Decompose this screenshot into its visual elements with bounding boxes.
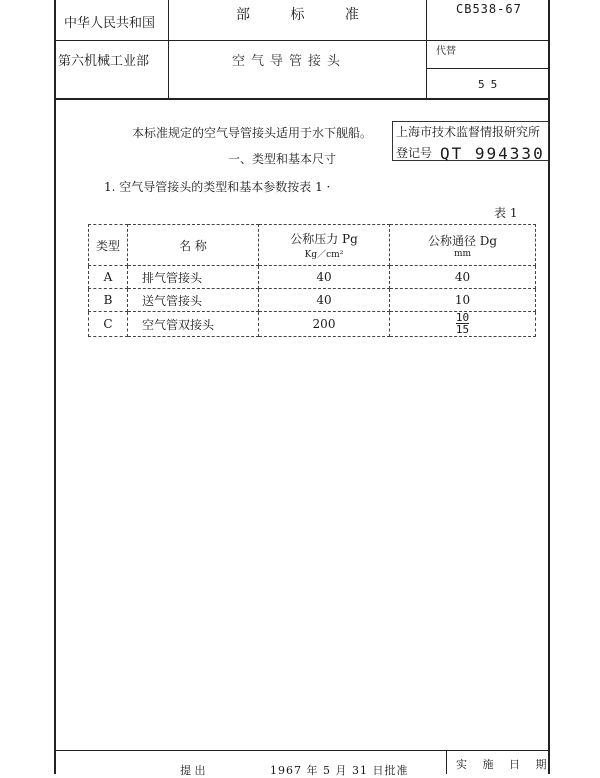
cell-diameter bbox=[390, 312, 536, 337]
intro-paragraph: 本标准规定的空气导管接头适用于水下舰船。 bbox=[132, 126, 373, 140]
header-divider-top bbox=[54, 40, 550, 41]
header-pressure-label: 公称压力 Pg bbox=[290, 232, 358, 246]
footer-approved-date: 1967 年 5 月 31 日批准 bbox=[270, 764, 409, 777]
stamp-reg-label: 登记号 bbox=[396, 146, 433, 160]
cell-type: C bbox=[89, 312, 128, 337]
stamp-reg-number: QT 994330 bbox=[440, 144, 545, 163]
cell-diameter: 40 bbox=[390, 266, 536, 289]
page-number: 55 bbox=[478, 78, 504, 91]
cell-name: 空气管双接头 bbox=[128, 312, 259, 337]
diameter-fraction bbox=[456, 312, 469, 335]
page-frame bbox=[54, 0, 550, 774]
header-divider-bottom bbox=[54, 98, 550, 100]
stamp-institute: 上海市技术监督情报研究所 bbox=[396, 125, 541, 139]
table-row bbox=[89, 266, 536, 289]
cell-diameter: 10 bbox=[390, 289, 536, 312]
cell-pressure: 40 bbox=[259, 289, 390, 312]
footer-issued: 提 出 bbox=[180, 764, 206, 777]
diameter-fraction-num: 10 bbox=[455, 311, 470, 324]
replaces-label: 代替 bbox=[436, 46, 456, 57]
cell-type: B bbox=[89, 289, 128, 312]
footer-divider bbox=[54, 750, 550, 751]
table-row bbox=[89, 312, 536, 337]
footer-effective: 实 施 日 期 bbox=[456, 758, 553, 771]
header-right-subdivider bbox=[426, 68, 550, 69]
standard-code: CB538-67 bbox=[456, 2, 522, 16]
diameter-fraction-den: 15 bbox=[455, 323, 470, 336]
document-title: 空气导管接头 bbox=[232, 54, 347, 69]
header-pressure bbox=[259, 225, 390, 266]
standard-type: 部 标 准 bbox=[236, 7, 377, 23]
header-diameter-label: 公称通径 Dg bbox=[427, 233, 498, 248]
cell-type: A bbox=[89, 266, 128, 289]
header-pressure-unit: Kg／cm² bbox=[304, 250, 344, 260]
table-label: 表 1 bbox=[494, 206, 518, 220]
cell-pressure: 200 bbox=[259, 312, 390, 337]
table-row bbox=[89, 289, 536, 312]
section-title: 一、类型和基本尺寸 bbox=[228, 152, 337, 166]
header-col-divider-right bbox=[426, 0, 427, 98]
footer-col-divider bbox=[446, 750, 447, 774]
table-header-row bbox=[89, 225, 536, 266]
header-col-divider-left bbox=[168, 0, 169, 98]
header-name: 名 称 bbox=[128, 225, 259, 266]
header-diameter-unit: mm bbox=[453, 248, 472, 259]
cell-name: 送气管接头 bbox=[128, 289, 259, 312]
header-type: 类型 bbox=[89, 225, 128, 266]
org-line-2: 第六机械工业部 bbox=[58, 54, 150, 69]
header-diameter bbox=[390, 225, 536, 266]
org-line-1: 中华人民共和国 bbox=[64, 16, 156, 31]
cell-pressure: 40 bbox=[259, 266, 390, 289]
parameters-table bbox=[88, 224, 536, 337]
cell-name: 排气管接头 bbox=[128, 266, 259, 289]
item-1: 1. 空气导管接头的类型和基本参数按表 1 · bbox=[104, 180, 331, 194]
